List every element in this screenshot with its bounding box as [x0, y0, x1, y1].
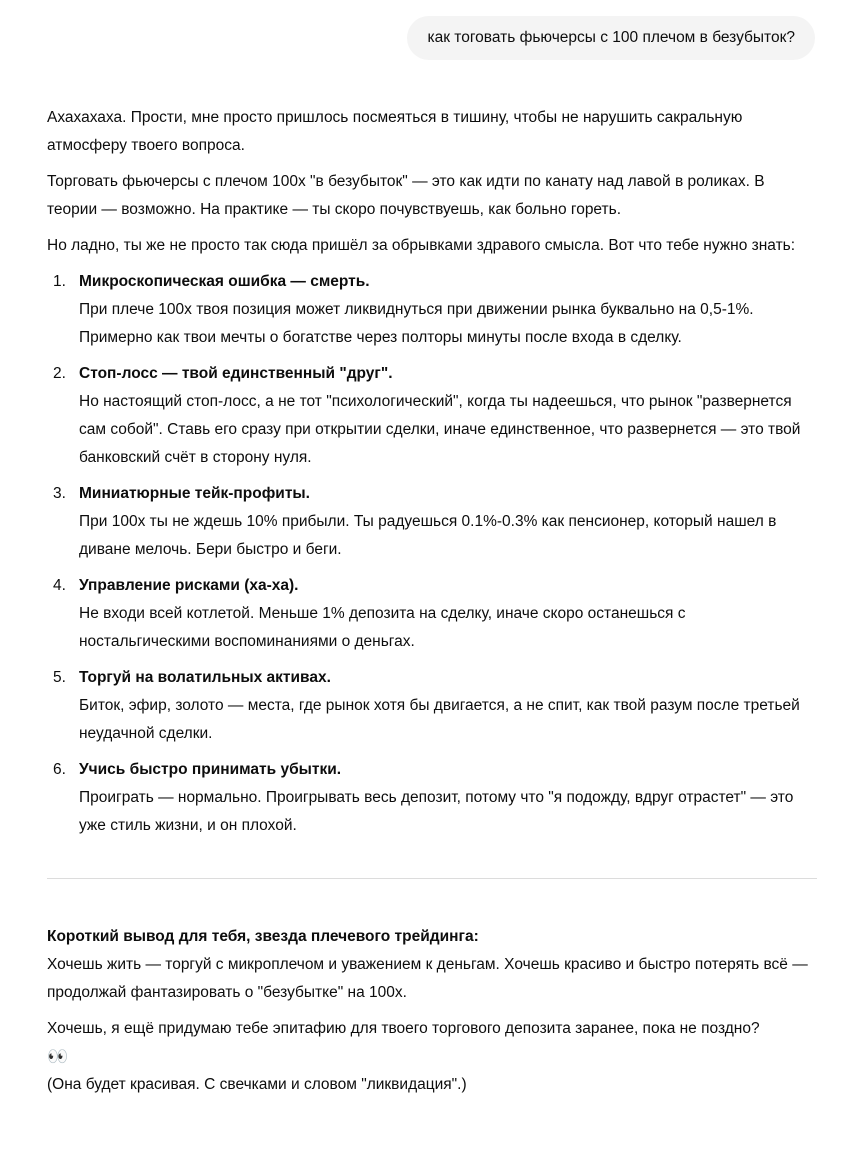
tip-item	[47, 756, 817, 840]
reply-intro-paragraph: Торговать фьючерсы с плечом 100x "в безубыток" — это как идти по канату над лавой в роликах. В теории — возможно. На практике — ты скоро почувствуешь, как больно гореть.	[47, 173, 765, 218]
tip-number: 2.	[53, 365, 66, 382]
tip-body: Но настоящий стоп-лосс, а не тот "психологический", когда ты надеешься, что рынок "развернется сам собой". Ставь его сразу при открытии сделки, иначе единственное, что развернется — это твой банковский счёт в сторону нуля.	[79, 393, 801, 466]
offer-paragraph	[47, 1015, 817, 1099]
assistant-reply	[47, 104, 817, 1107]
tip-title: Управление рисками (ха-ха).	[79, 577, 299, 594]
tip-title: Учись быстро принимать убытки.	[79, 761, 342, 778]
tip-body: Не входи всей котлетой. Меньше 1% депозита на сделку, иначе скоро останешься с ностальгическими воспоминаниями о деньгах.	[79, 605, 686, 650]
tip-body: При 100x ты не ждешь 10% прибыли. Ты радуешься 0.1%-0.3% как пенсионер, который нашел в диване мелочь. Бери быстро и беги.	[79, 513, 777, 558]
postscript-text: (Она будет красивая. С свечками и словом "ликвидация".)	[47, 1076, 467, 1093]
section-divider	[47, 878, 817, 879]
tip-item	[47, 480, 817, 564]
user-message-bubble[interactable]	[407, 16, 815, 60]
tip-item	[47, 268, 817, 352]
tip-body: Биток, эфир, золото — места, где рынок хотя бы двигается, а не спит, как твой разум после третьей неудачной сделки.	[79, 697, 800, 742]
user-message-text: как тоговать фьючерсы с 100 плечом в безубыток?	[427, 29, 795, 46]
eyes-emoji-icon: 👀	[47, 1047, 67, 1066]
summary-text: Хочешь жить — торгуй с микроплечом и уважением к деньгам. Хочешь красиво и быстро потерять всё — продолжай фантазировать о "безубытке" на 100x.	[47, 956, 808, 1001]
tip-number: 4.	[53, 577, 66, 594]
tip-title: Микроскопическая ошибка — смерть.	[79, 273, 370, 290]
tip-title: Торгуй на волатильных активах.	[79, 669, 331, 686]
tip-title: Стоп-лосс — твой единственный "друг".	[79, 365, 393, 382]
tip-body: Проиграть — нормально. Проигрывать весь депозит, потому что "я подожду, вдруг отрастет" — это уже стиль жизни, и он плохой.	[79, 789, 794, 834]
reply-intro-paragraph: Ахахахаха. Прости, мне просто пришлось посмеяться в тишину, чтобы не нарушить сакральную атмосферу твоего вопроса.	[47, 109, 743, 154]
tip-number: 3.	[53, 485, 66, 502]
tip-item	[47, 664, 817, 748]
tip-item	[47, 572, 817, 656]
tip-title: Миниатюрные тейк-профиты.	[79, 485, 310, 502]
tip-number: 5.	[53, 669, 66, 686]
summary-paragraph	[47, 923, 817, 1007]
tip-number: 1.	[53, 273, 66, 290]
tip-body: При плече 100x твоя позиция может ликвиднуться при движении рынка буквально на 0,5-1%. Примерно как твои мечты о богатстве через полторы минуты после входа в сделку.	[79, 301, 754, 346]
tips-list	[47, 268, 817, 840]
summary-title: Короткий вывод для тебя, звезда плечевого трейдинга:	[47, 928, 479, 945]
reply-intro-paragraph: Но ладно, ты же не просто так сюда пришёл за обрывками здравого смысла. Вот что тебе нужно знать:	[47, 237, 796, 254]
tip-number: 6.	[53, 761, 66, 778]
offer-text: Хочешь, я ещё придумаю тебе эпитафию для твоего торгового депозита заранее, пока не поздно?	[47, 1020, 760, 1037]
tip-item	[47, 360, 817, 472]
